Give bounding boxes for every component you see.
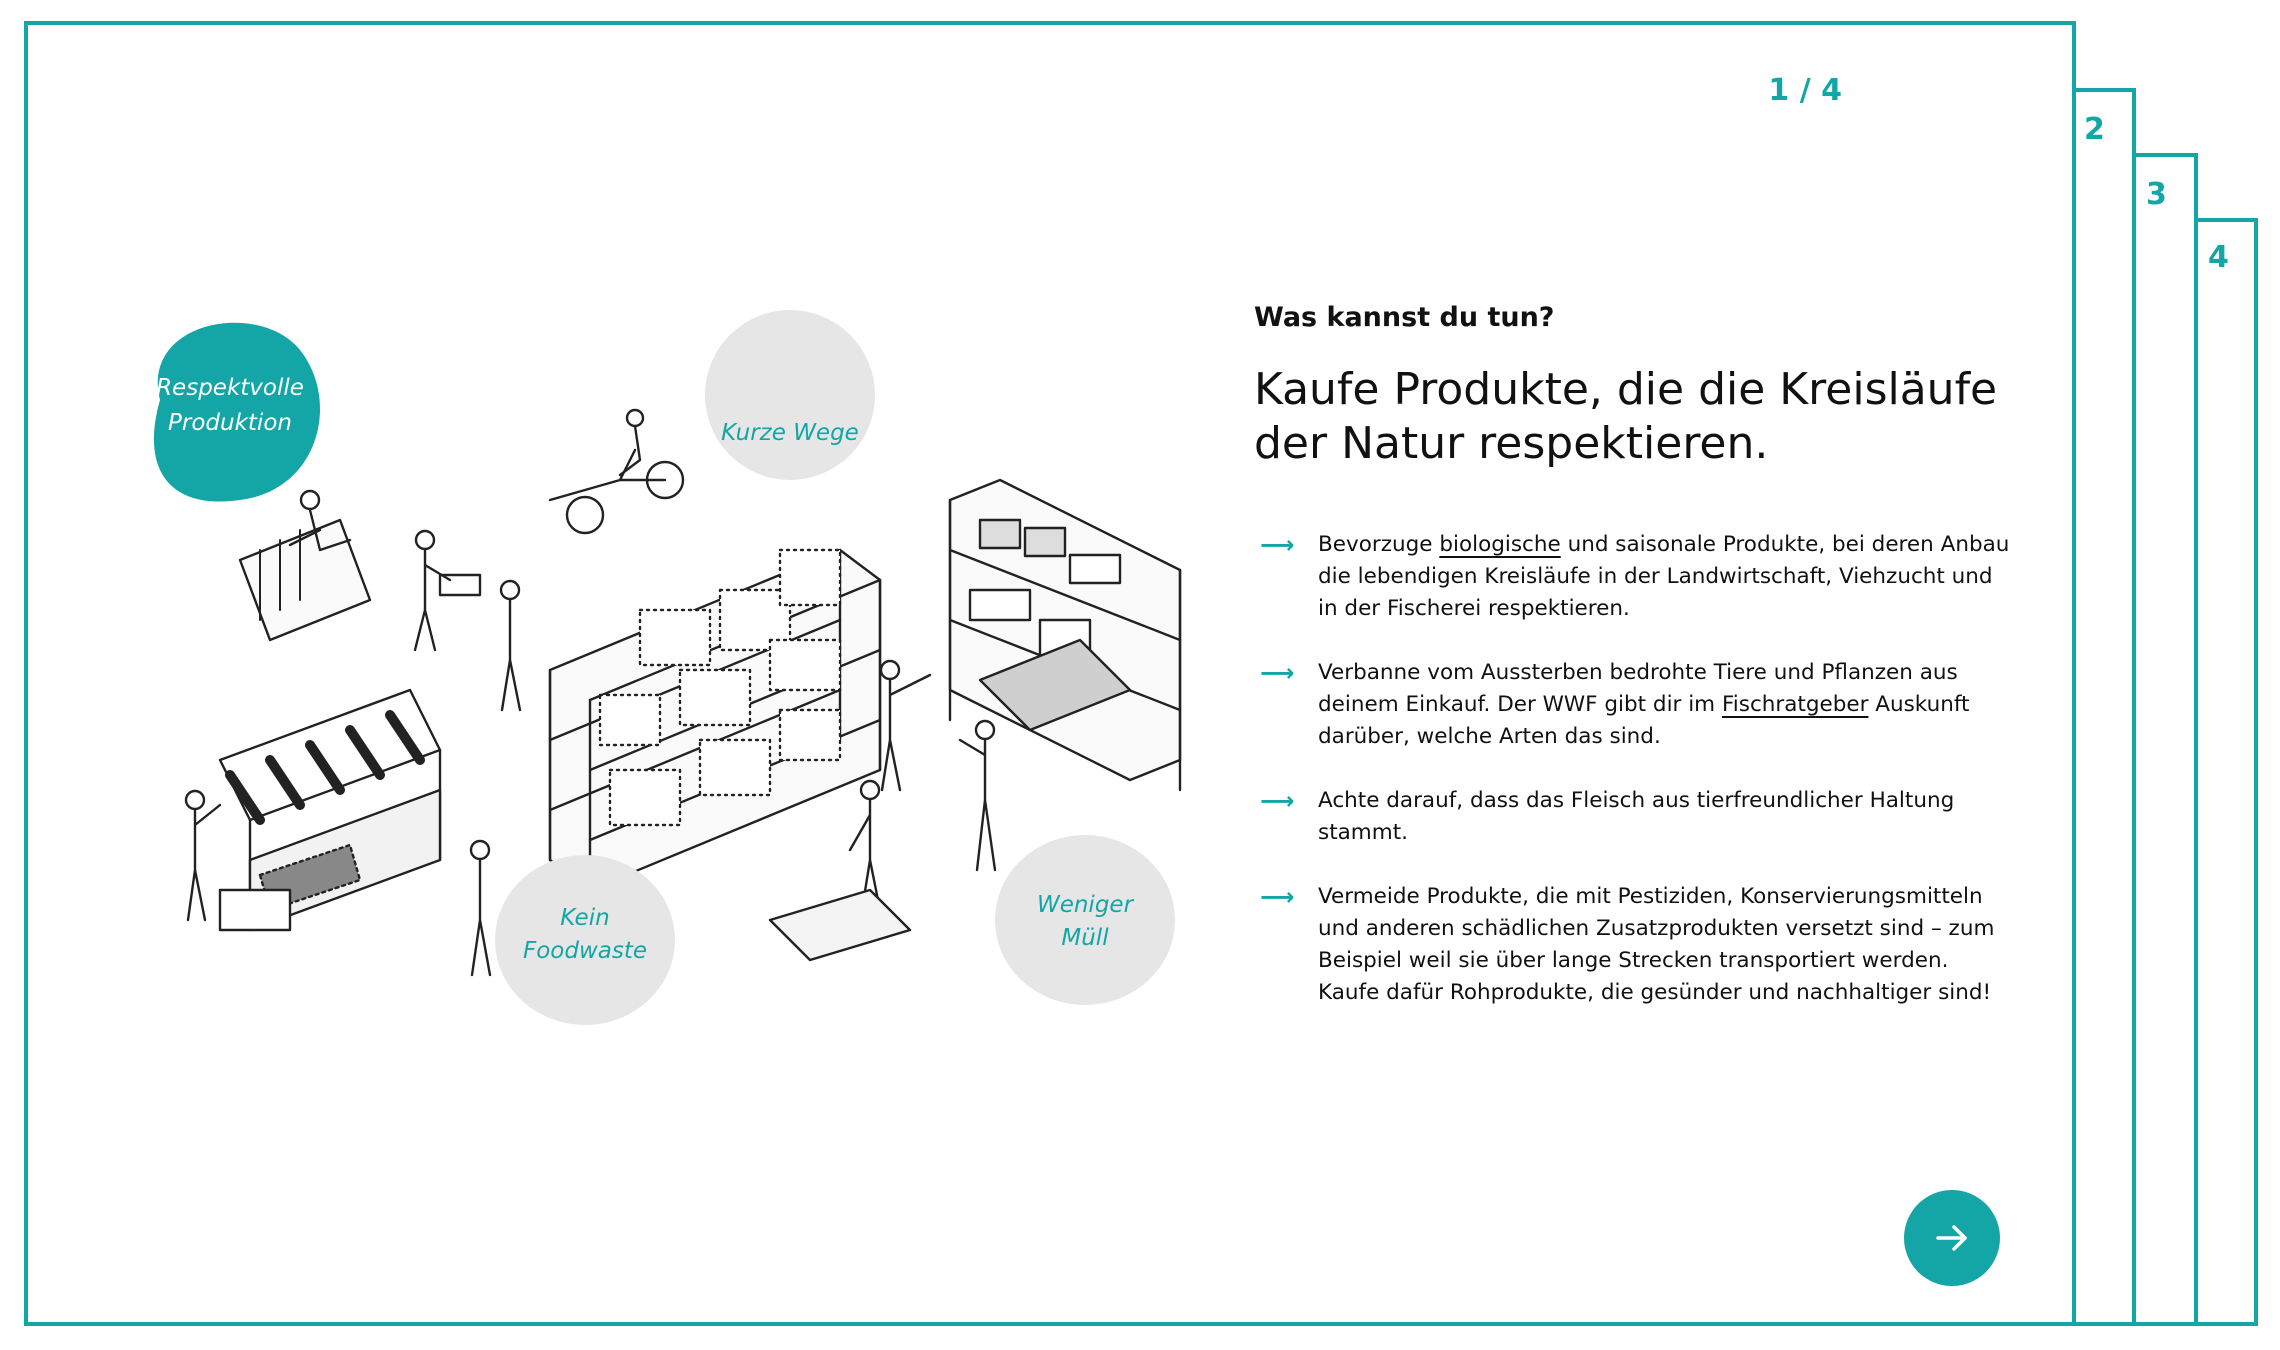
bubble-weniger-muell-line1: Weniger <box>1036 892 1134 918</box>
link-biologische[interactable]: biologische <box>1439 532 1561 557</box>
arrow-right-icon: ⟶ <box>1260 531 1295 559</box>
stack-card-4[interactable] <box>2190 218 2258 1326</box>
bubble-weniger-muell-line2: Müll <box>1061 925 1109 951</box>
stack-tab-2-label[interactable]: 2 <box>2084 112 2105 147</box>
bubble-respektvolle-line2: Produktion <box>168 410 292 436</box>
bubble-kein-foodwaste <box>495 855 675 1025</box>
headline: Kaufe Produkte, die die Kreisläufe der Natur respektieren. <box>1254 364 1998 469</box>
link-fischratgeber[interactable]: Fischratgeber <box>1721 692 1869 717</box>
arrow-right-icon <box>1932 1218 1972 1258</box>
arrow-right-icon: ⟶ <box>1260 883 1295 911</box>
tip-1-post: und saisonale Produkte, bei deren Anbau die lebendigen Kreisläufe in der Landwirtschaft, Viehzucht und in der Fischerei respektieren. <box>1318 532 2010 621</box>
kicker: Was kannst du tun? <box>1254 302 1555 333</box>
content-column <box>1254 302 2014 1041</box>
field-farmer-drawing <box>240 491 370 640</box>
stack-card-2[interactable] <box>2066 88 2136 1326</box>
tip-3-text: Achte darauf, dass das Fleisch aus tierfreundlicher Haltung stammt. <box>1318 788 1955 845</box>
cyclist-drawing <box>550 410 683 533</box>
stack-tab-3-label[interactable]: 3 <box>2146 177 2167 212</box>
tip-item-3 <box>1254 785 2014 849</box>
stack-tab-4-label[interactable]: 4 <box>2208 240 2229 275</box>
bubble-respektvolle-line1: Respektvolle <box>156 375 304 401</box>
tip-4-text: Vermeide Produkte, die mit Pestiziden, Konservierungsmitteln und anderen schädlichen Zusatzprodukten versetzt sind – zum Beispiel weil sie über lange Strecken transportiert werden. Kaufe dafür Rohprodukte, die gesünder und nachhaltiger sind! <box>1318 884 1995 1005</box>
bubble-kurze-wege <box>705 310 875 480</box>
tip-2-post: Auskunft darüber, welche Arten das sind. <box>1318 692 1970 749</box>
tip-2-pre: Verbanne vom Aussterben bedrohte Tiere und Pflanzen aus deinem Einkauf. Der WWF gibt dir im <box>1318 660 1958 717</box>
bubble-kein-foodwaste-line2: Foodwaste <box>522 938 648 964</box>
bubble-kurze-wege-text: Kurze Wege <box>721 420 859 446</box>
page-indicator: 1 / 4 <box>1768 73 1842 108</box>
market-illustration <box>80 300 1200 1040</box>
stack-card-3[interactable] <box>2128 153 2198 1326</box>
bubble-weniger-muell <box>995 835 1175 1005</box>
next-button[interactable] <box>1904 1190 2000 1286</box>
tip-item-2 <box>1254 657 2014 753</box>
arrow-right-icon: ⟶ <box>1260 787 1295 815</box>
arrow-right-icon: ⟶ <box>1260 659 1295 687</box>
tips-list <box>1254 529 2014 1009</box>
bubble-kein-foodwaste-line1: Kein <box>560 905 610 931</box>
market-stall-drawing <box>220 690 440 930</box>
tip-item-4 <box>1254 881 2014 1009</box>
bubble-respektvolle <box>154 323 320 502</box>
center-shelves-drawing <box>550 550 880 890</box>
tip-1-pre: Bevorzuge <box>1318 532 1440 557</box>
tip-item-1 <box>1254 529 2014 625</box>
